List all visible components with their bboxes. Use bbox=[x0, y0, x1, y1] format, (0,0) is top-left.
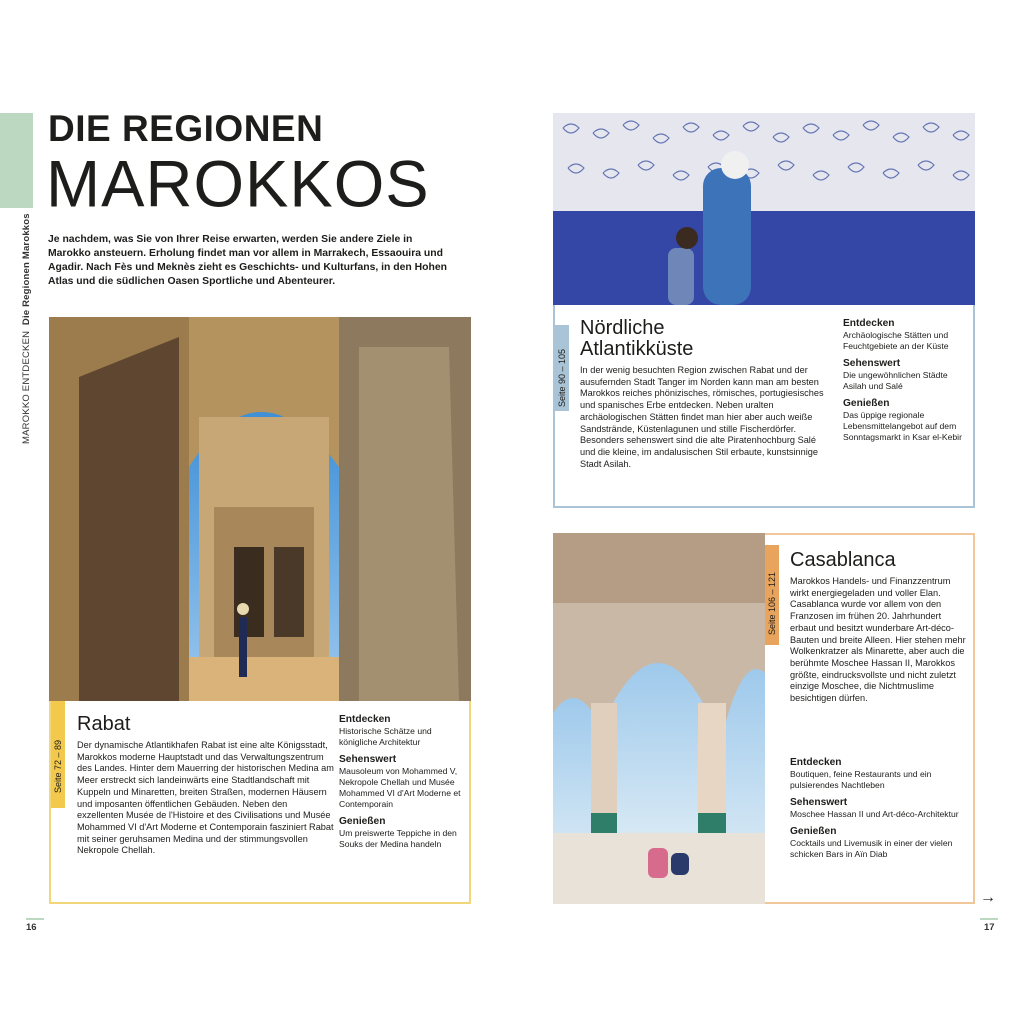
fact-label: Genießen bbox=[790, 826, 837, 837]
region-card-casablanca bbox=[765, 533, 975, 904]
rabat-text: Der dynamische Atlantikhafen Rabat ist eine alte Königsstadt, Marokkos moderne Hauptstadt und das Verwaltungszentrum des Landes. Hinter dem Mauerring der historischen Medina am Meer erstreckt sich landeinwärts eine Stadtlandschaft mit Kuppeln und Minaretten, breiten Straßen, modernen Häusern und imposanten öffentlichen Gebäuden. Neben den exzellenten Musée de l'Histoire et des Civilisations und Musée Mohammed VI d'Art Moderne et Contemporain fasziniert Rabat mit seiner geruhsamen Medina und der stimmungsvollen Nekropole Chellah. bbox=[77, 740, 334, 856]
atlantic-heading-line2: Atlantikküste bbox=[580, 338, 694, 360]
casablanca-photo bbox=[553, 533, 765, 904]
page-number-right: 17 bbox=[984, 922, 995, 933]
page-number-rule bbox=[980, 918, 998, 920]
atlantic-heading-line1: Nördliche bbox=[580, 317, 665, 339]
arrow-right-icon[interactable]: → bbox=[980, 889, 996, 906]
casablanca-facts bbox=[790, 757, 968, 866]
page-number-rule bbox=[26, 918, 44, 920]
fact-label: Genießen bbox=[843, 398, 890, 409]
fact-value: Das üppige regionale Lebensmittelangebot auf dem Sonntagsmarkt in Ksar el-Kebir bbox=[843, 410, 962, 442]
fact-label: Sehenswert bbox=[843, 358, 901, 369]
fact-value: Die ungewöhnlichen Städte Asilah und Salé bbox=[843, 370, 948, 391]
fact-value: Boutiquen, feine Restaurants und ein pulsierendes Nachtleben bbox=[790, 769, 932, 790]
rabat-facts bbox=[339, 714, 464, 856]
fact-label: Sehenswert bbox=[339, 754, 397, 765]
page-number-left: 16 bbox=[26, 922, 37, 933]
rabat-heading: Rabat bbox=[77, 713, 131, 735]
casablanca-heading: Casablanca bbox=[790, 549, 896, 571]
casablanca-page-range: Seite 106 – 121 bbox=[767, 571, 777, 635]
atlantic-heading bbox=[580, 318, 693, 360]
intro-text: Je nachdem, was Sie von Ihrer Reise erwarten, werden Sie andere Ziele in Marokko ansteuern. Erholung findet man vor allem in Marrakech, Essaouira und Agadir. Nach Fès und Meknès zieht es Geschichts- und Kulturfans, in den Hohen Atlas und die südlichen Oasen Sportliche und Abenteurer. bbox=[48, 234, 447, 287]
fact-value: Mausoleum von Mohammed V, Nekropole Chellah und Musée Mohammed VI d'Art Moderne et Contemporain bbox=[339, 766, 461, 809]
fact-label: Genießen bbox=[339, 816, 386, 827]
page-title-line1: DIE REGIONEN bbox=[48, 108, 324, 149]
fact-label: Sehenswert bbox=[790, 797, 848, 808]
fact-value: Historische Schätze und königliche Architektur bbox=[339, 726, 432, 747]
rabat-page-range: Seite 72 – 89 bbox=[53, 739, 63, 793]
atlantic-text: In der wenig besuchten Region zwischen Rabat und der ausufernden Stadt Tanger im Norden kann man am besten Marokkos reiches phönizisches, römisches, portugiesisches und spanisches Erbe entdecken. Neben uralten archäologischen Stätten findet man hier aber auch weiße Sandstrände, Küstenlagunen und stille Fischerdörfer. Besonders sehenswert sind die alte Piratenhochburg Salé und die kleine, im andalusischen Stil erbaute, kunstsinnige Stadt Asilah. bbox=[580, 365, 824, 469]
running-head bbox=[21, 214, 35, 444]
atlantic-facts bbox=[843, 318, 968, 449]
fact-label: Entdecken bbox=[790, 757, 842, 768]
fact-value: Um preiswerte Teppiche in den Souks der Medina handeln bbox=[339, 828, 457, 849]
page-title-line2: MAROKKOS bbox=[46, 146, 430, 221]
fact-value: Cocktails und Livemusik in einer der vielen schicken Bars in Aïn Diab bbox=[790, 838, 953, 859]
section-color-tab bbox=[0, 113, 33, 208]
fact-label: Entdecken bbox=[339, 714, 391, 725]
atlantic-page-tab bbox=[555, 325, 569, 411]
casablanca-page-tab bbox=[765, 545, 779, 645]
running-head-section: MAROKKO ENTDECKEN bbox=[21, 330, 32, 444]
atlantic-page-range: Seite 90 – 105 bbox=[557, 348, 567, 407]
rabat-page-tab bbox=[51, 701, 65, 808]
running-head-chapter: Die Regionen Marokkos bbox=[21, 213, 32, 326]
region-card-rabat bbox=[49, 701, 471, 904]
atlantic-coast-photo bbox=[553, 113, 975, 305]
rabat-photo bbox=[49, 317, 471, 701]
fact-label: Entdecken bbox=[843, 318, 895, 329]
fact-value: Archäologische Stätten und Feuchtgebiete an der Küste bbox=[843, 330, 949, 351]
casablanca-text: Marokkos Handels- und Finanzzentrum wirkt energiegeladen und voller Elan. Casablanca wurde vor allem von den Franzosen im frühen 20. Jahrhundert erbaut und besitzt wunderbare Art-déco-Bauten und breite Alleen. Hier stehen mehr Wolkenkratzer als Minarette, aber auch die berühmte Moschee Hassan II, Marokkos größte, eindrucksvollste und nicht zuletzt einzige Moschee, die Nichtmuslime besichtigen dürfen. bbox=[790, 576, 966, 704]
fact-value: Moschee Hassan II und Art-déco-Architektur bbox=[790, 809, 959, 819]
region-card-atlantic-coast bbox=[553, 305, 975, 508]
